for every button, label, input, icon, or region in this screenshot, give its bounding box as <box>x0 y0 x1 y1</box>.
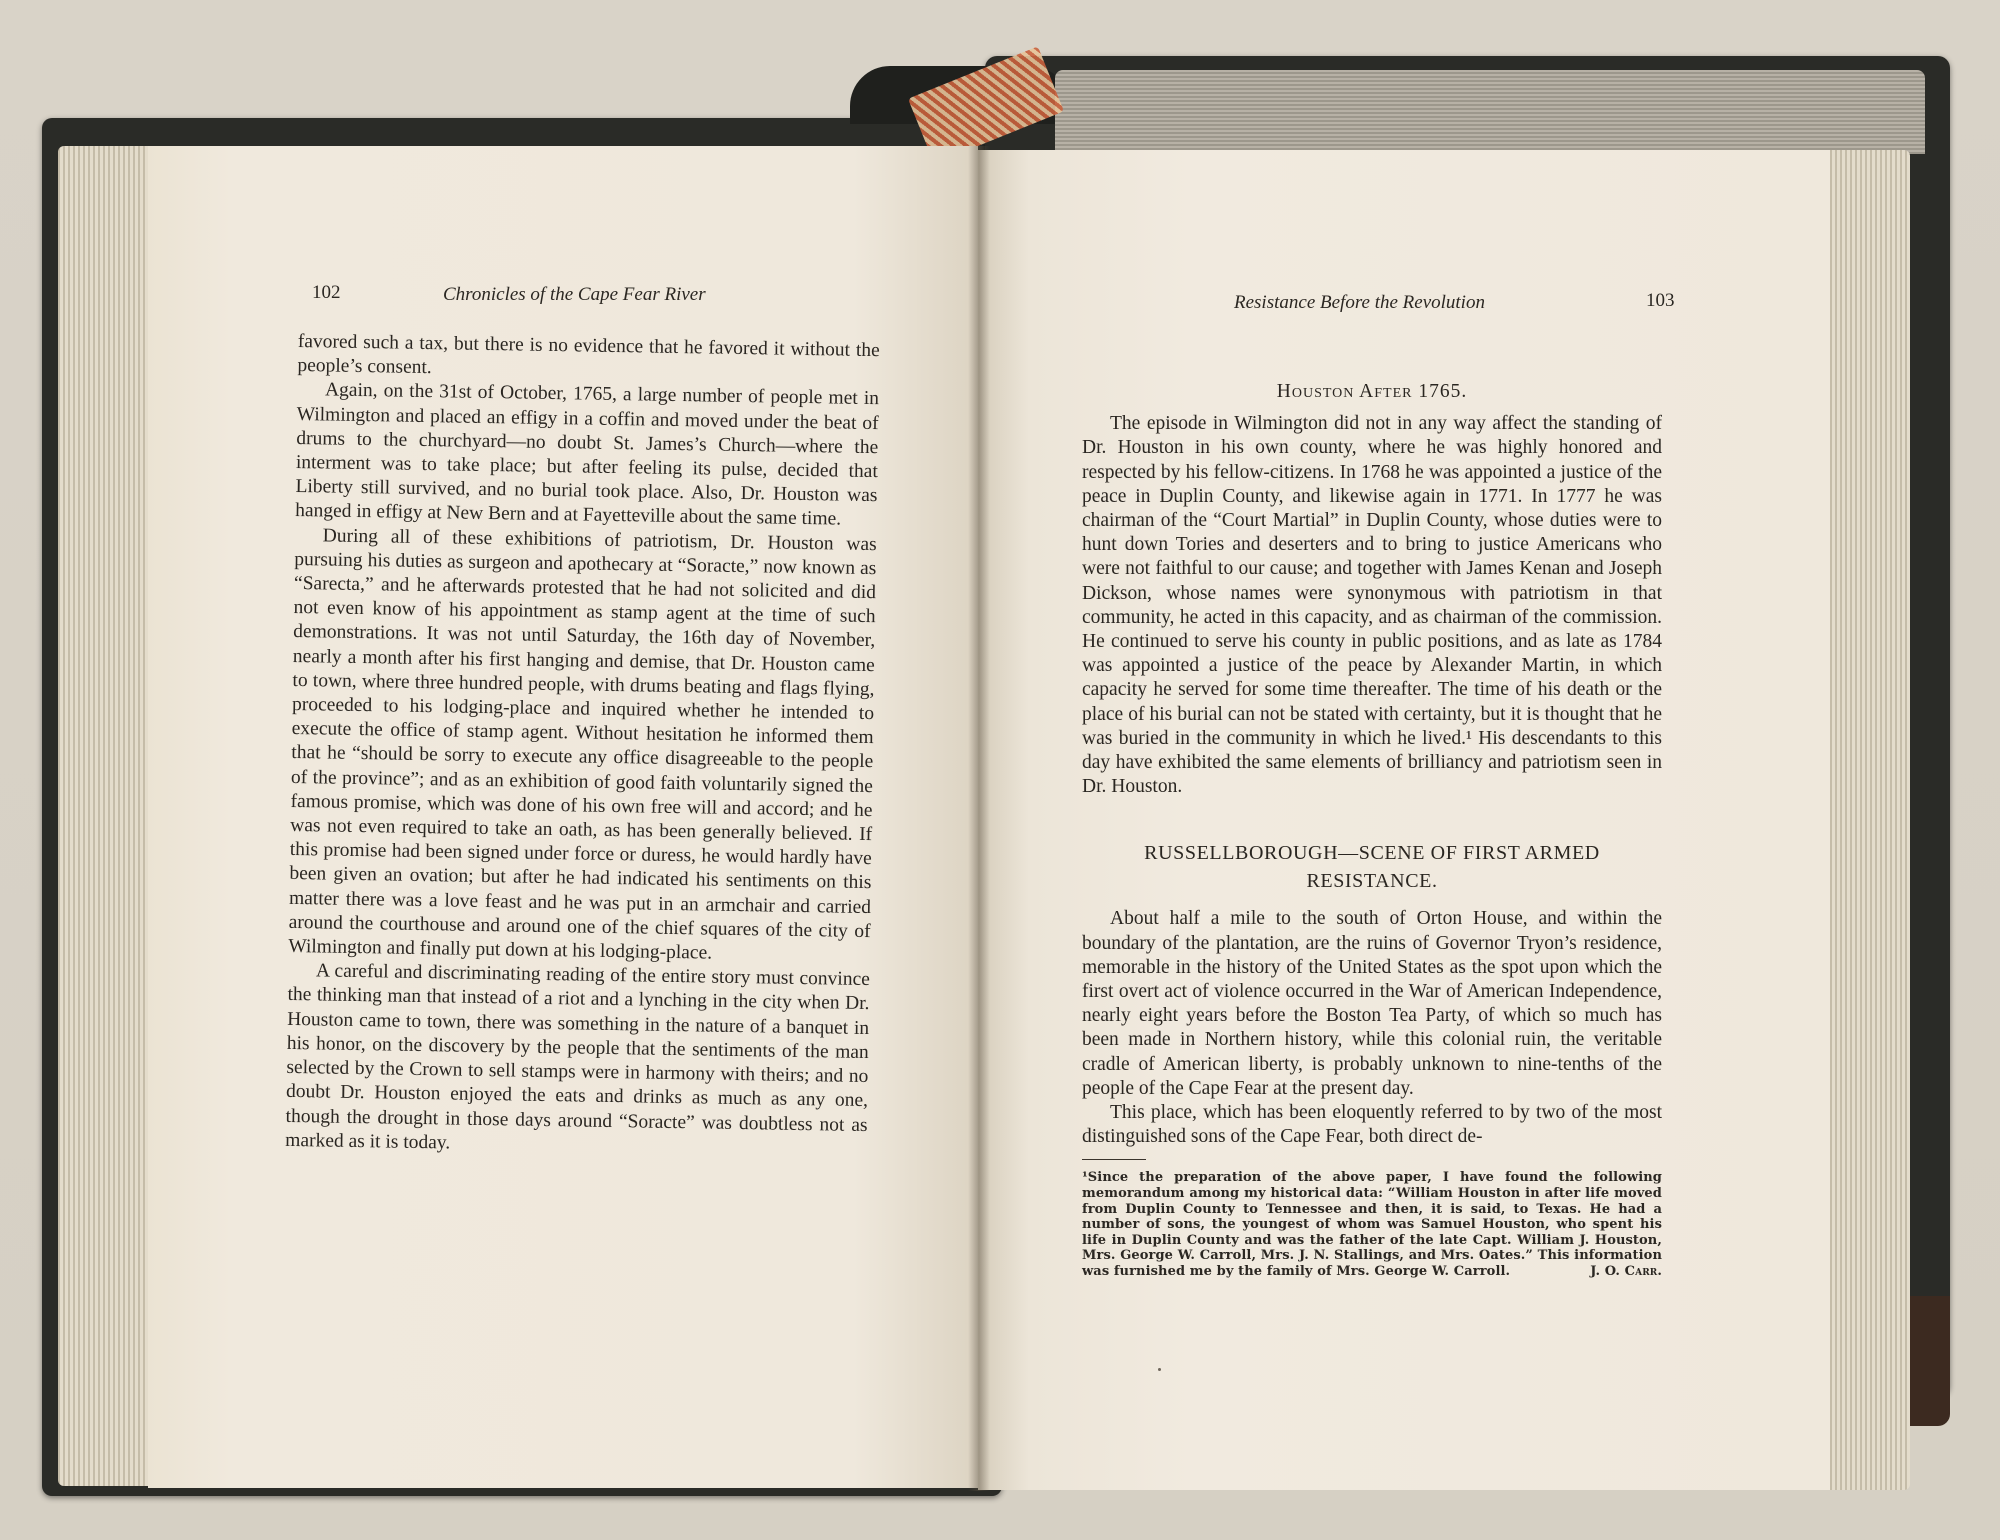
left-paragraph: A careful and discriminating reading of the entire story must convince the thinking man that instead of a riot and a lynching in the city when Dr. Houston came to town, there was something in the nature of a banquet in his honor, on the discovery by the people that the sentiments of the man selected by the Crown to sell stamps were in harmony with theirs; and no doubt Dr. Houston enjoyed the eats and drinks as much as any one, though the drought in those days around “Soracte” was doubtless not as marked as it is today. <box>285 960 871 1154</box>
left-paragraph: favored such a tax, but there is no evidence that he favored it without the people’s consent. <box>297 330 880 379</box>
footnote <box>1082 1170 1662 1279</box>
right-folio: 103 <box>1646 290 1675 311</box>
left-folio: 102 <box>312 282 341 303</box>
right-body-text <box>1082 380 1662 1280</box>
left-paragraph: Again, on the 31st of October, 1765, a large number of people met in Wilmington and placed an effigy in a coffin and moved under the beat of drums to the churchyard—no doubt St. James’s Church—where the interment was to take place; but after feeling its pulse, decided that Liberty still survived, and no burial took place. Also, Dr. Houston was hanged in effigy at New Bern and at Fayetteville about the same time. <box>294 379 880 530</box>
left-running-title: Chronicles of the Cape Fear River <box>443 284 706 305</box>
right-running-title: Resistance Before the Revolution <box>1234 292 1485 313</box>
page-edges-left <box>58 146 148 1486</box>
footnote-text: ¹Since the preparation of the above paper, I have found the following memorandum among my historical data: “William Houston in after life moved from Duplin County to Tennessee and then, it is said, to Texas. He had a number of sons, the youngest of whom was Samuel Houston, who spent his life in Duplin County and was the father of the late Capt. William J. Houston, Mrs. George W. Carroll, Mrs. J. N. Stallings, and Mrs. Oates.” This information was furnished me by the family of Mrs. George W. Carroll. <box>1082 1170 1662 1280</box>
left-paragraph: During all of these exhibitions of patriotism, Dr. Houston was pursuing his duties as surgeon and apothecary at “Soracte,” now known as “Sarecta,” and he afterwards protested that he had not solicited and did not even know of his appointment as stamp agent at the time of such demonstrations. It was not until Saturday, the 16th day of November, nearly a month after his first hanging and demise, that Dr. Houston came to town, where three hundred people, with drums beating and flags flying, proceeded to his lodging-place and inquired whether he intended to execute the office of stamp agent. Without hesitation he informed them that he “should be sorry to execute any office disagreeable to the people of the province”; and as an exhibition of good faith voluntarily signed the famous promise, which was done of his own free will and accord; and he was not even required to take an oath, as has been generally believed. If this promise had been signed under force or duress, he would hardly have been given an ovation; but after he had indicated his sentiments on this matter there was a love feast and he was put in an armchair and carried around the courthouse and around one of the chief squares of the city of Wilmington and finally put down at his lodging-place. <box>288 525 877 964</box>
section-heading: RUSSELLBOROUGH—SCENE OF FIRST ARMED RESISTANCE. <box>1144 842 1600 893</box>
right-paragraph: This place, which has been eloquently referred to by two of the most distinguished sons of the Cape Fear, both direct de- <box>1082 1102 1662 1148</box>
right-page <box>978 150 1830 1490</box>
page-block-top-edge <box>1055 70 1925 154</box>
page-edges-right <box>1830 150 1910 1490</box>
footnote-signature: J. O. Carr. <box>1590 1264 1662 1280</box>
right-paragraph: The episode in Wilmington did not in any way affect the standing of Dr. Houston in his own county, where he was highly honored and respected by his fellow-citizens. In 1768 he was appointed a justice of the peace in Duplin County, and likewise again in 1771. In 1777 he was chairman of the “Court Martial” in Duplin County, whose duties were to hunt down Tories and deserters and to bring to justice Americans who were not faithful to our cause; and together with James Kenan and Joseph Dickson, whose names were synonymous with patriotism in that community, he acted in this capacity, and as chairman of the commission. He continued to serve his county in public positions, and as late as 1784 was appointed a justice of the peace by Alexander Martin, in which capacity he served for some time thereafter. The time of his death or the place of his burial can not be stated with certainty, but it is thought that he was buried in the community in which he lived.¹ His descendants to this day have exhibited the same elements of brilliancy and patriotism seen in Dr. Houston. <box>1082 413 1662 798</box>
book-gutter <box>968 146 990 1491</box>
right-paragraph: About half a mile to the south of Orton House, and within the boundary of the plantation, are the ruins of Governor Tryon’s residence, memorable in the history of the United States as the spot upon which the first overt act of violence occurred in the War of American Independence, nearly eight years before the Boston Tea Party, of which so much has been made in Northern history, while this colonial ruin, the veritable cradle of American liberty, is probably unknown to nine-tenths of the people of the Cape Fear at the present day. <box>1082 908 1662 1099</box>
left-body-text <box>285 330 880 1162</box>
footnote-rule <box>1082 1159 1146 1160</box>
page-speck <box>1158 1368 1161 1371</box>
left-page <box>148 146 978 1488</box>
subheading: Houston After 1765. <box>1276 381 1468 402</box>
